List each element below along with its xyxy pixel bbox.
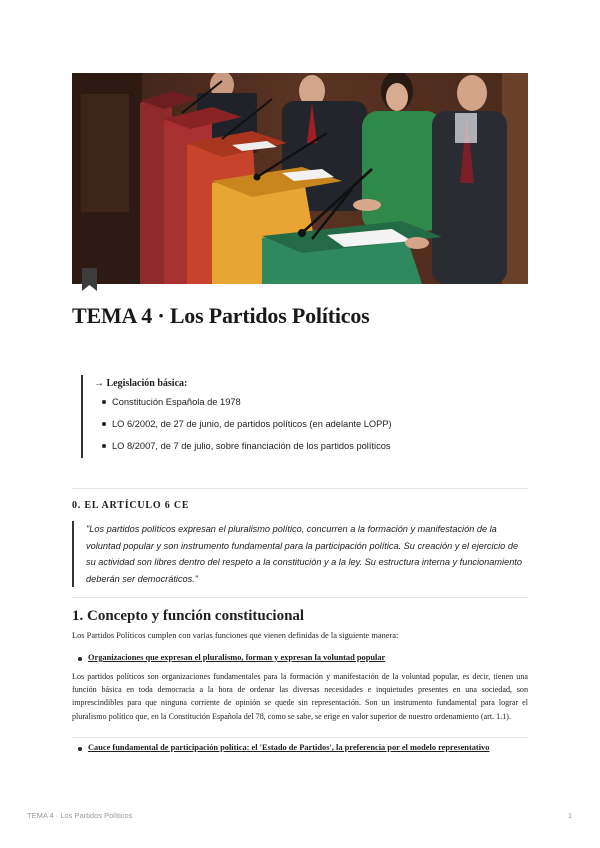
divider <box>72 737 528 738</box>
section1-intro: Los Partidos Políticos cumplen con varias funciones que vienen definidas de la siguiente manera: <box>72 631 399 640</box>
section1-heading: 1. Concepto y función constitucional <box>72 608 305 624</box>
legislation-heading: → Legislación básica: <box>94 378 188 389</box>
bullet-organizaciones: Organizaciones que expresan el pluralismo, forman y expresan la voluntad popular <box>78 653 385 662</box>
footer-doc-title: TEMA 4 · Los Partidos Políticos <box>27 811 133 820</box>
legislation-item: LO 6/2002, de 27 de junio, de partidos políticos (en adelante LOPP) <box>94 417 528 439</box>
legislation-item: LO 8/2007, de 7 de julio, sobre financiación de los partidos políticos <box>94 439 528 461</box>
bullet-cauce: Cauce fundamental de participación política: el 'Estado de Partidos', la preferencia por el modelo representativo <box>78 743 489 752</box>
legislation-item: Constitución Española de 1978 <box>94 395 528 417</box>
divider <box>72 488 528 489</box>
bookmark-icon <box>82 268 97 291</box>
legislation-list <box>94 395 528 461</box>
page-title: TEMA 4 · Los Partidos Políticos <box>72 303 370 328</box>
divider <box>72 597 528 598</box>
article6-quote: "Los partidos políticos expresan el pluralismo político, concurren a la formación y manifestación de la voluntad popular y son instrumento fundamental para la participación política. Su creación y el ejercicio de su actividad son libres dentro del respeto a la constitución y a la ley. Su estructura interna y funcionamiento deberán ser democráticos." <box>72 521 528 587</box>
section1-paragraph: Los partidos políticos son organizaciones fundamentales para la formación y manifestación de la voluntad popular, es decir, tienen una función básica en toda democracia a la hora de ordenar las diversas necesidades e inquietudes presentes en una sociedad, son imprescindibles para que ninguna corriente de opinión se quede sin representación. Son un instrumento fundamental para lograr el pluralismo político que, en la Constitución Española del 78, como se sabe, se erige en valor superior de nuestro ordenamiento (art. 1.1). <box>72 672 528 721</box>
hero-photo <box>72 73 528 284</box>
section0-heading: 0. EL ARTÍCULO 6 CE <box>72 500 190 511</box>
footer-page-number: 1 <box>567 811 572 820</box>
legislation-callout <box>81 375 528 458</box>
